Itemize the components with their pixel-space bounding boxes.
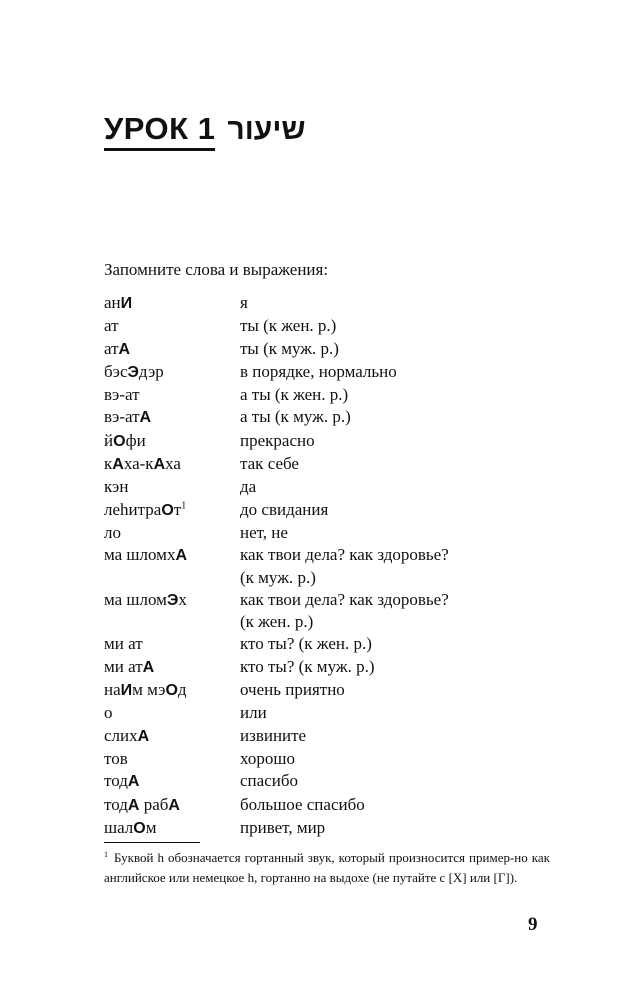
meaning-line: (к муж. р.) [240,567,316,587]
vocab-meaning [240,499,524,522]
vocab-row [104,292,524,315]
vocab-row [104,748,524,770]
vocab-term [104,589,240,634]
vocab-term [104,499,240,522]
meaning-line: как твои дела? как здоровье? [240,545,449,565]
meaning-line: как твои дела? как здоровье? [240,589,449,609]
term-part: тод [104,794,128,814]
meaning-line: прекрасно [240,430,315,450]
intro-text: Запомните слова и выражения: [104,260,329,279]
meaning-line: я [240,293,248,312]
term-part: й [104,430,114,450]
lesson-title: УРОК 1 [104,112,215,151]
vocab-term [104,476,240,498]
vocab-meaning [240,656,524,679]
term-part: тов [104,748,128,768]
vocab-row [104,406,524,429]
term-part: слих [104,725,138,745]
term-part: ми ат [104,656,143,676]
term-part: кэн [104,477,129,497]
meaning-line: большое спасибо [240,794,365,814]
term-part: ха-к [123,454,154,474]
meaning-line: нет, не [240,522,288,542]
stressed-vowel: А [153,456,166,474]
term-part: о [104,703,113,723]
term-part: ло [104,522,121,542]
stressed-vowel: О [133,819,146,837]
vocab-meaning [240,770,524,793]
footnote-ref: 1 [181,500,187,512]
vocab-term [104,702,240,724]
meaning-line: в порядке, нормально [240,361,397,381]
term-part: фи [125,430,146,450]
vocab-term [104,292,240,315]
stressed-vowel: О [113,432,126,450]
meaning-line: а ты (к жен. р.) [240,385,349,405]
stressed-vowel: А [112,456,124,474]
vocab-row [104,338,524,361]
stressed-vowel: И [120,295,133,312]
vocab-row [104,770,524,793]
stressed-vowel: А [168,796,180,814]
term-part: д [177,680,187,700]
vocab-row [104,702,524,724]
vocab-meaning [240,406,524,429]
page-number: 9 [528,914,538,935]
footnote [104,848,550,888]
vocab-meaning [240,748,524,770]
vocab-meaning [240,702,524,724]
vocab-term [104,794,240,817]
vocab-term [104,544,240,589]
term-part: вэ-ат [104,385,140,405]
term-part: к [104,454,113,474]
meaning-line: очень приятно [240,680,345,700]
term-part: ат [104,316,119,336]
vocab-term [104,384,240,406]
vocab-row [104,633,524,655]
meaning-line: кто ты? (к жен. р.) [240,634,372,654]
vocab-term [104,361,240,384]
vocab-row [104,794,524,817]
footnote-marker: 1 [104,849,108,859]
meaning-line: или [240,703,267,723]
vocab-meaning [240,476,524,498]
vocab-row [104,499,524,522]
vocab-meaning [240,338,524,361]
vocab-row [104,476,524,498]
stressed-vowel: А [175,547,188,565]
meaning-line: кто ты? (к муж. р.) [240,656,375,676]
term-part: м [145,817,157,837]
vocab-row [104,430,524,453]
vocab-meaning [240,679,524,702]
footnote-text: Буквой h обозначается гортанный звук, который произносится пример-но как английское или немецкое h, гортанно на выдохе (не путайте с [Х] или [Г]). [104,850,550,885]
term-part: тод [104,771,128,791]
vocab-term [104,453,240,476]
term-part: х [178,589,187,609]
vocab-meaning [240,315,524,337]
term-part: ма шлом [104,589,167,609]
stressed-vowel: Э [166,591,179,609]
meaning-line: так себе [240,454,299,474]
meaning-line: ты (к жен. р.) [240,316,337,336]
term-part: на [104,680,121,700]
vocabulary-list [104,292,524,840]
vocab-meaning [240,544,524,589]
vocab-meaning [240,361,524,384]
meaning-line: да [240,477,257,497]
vocab-row [104,725,524,748]
vocab-term [104,656,240,679]
meaning-line: хорошо [240,748,295,768]
term-part: ат [104,338,119,358]
stressed-vowel: А [137,727,150,745]
term-part: шал [104,817,134,837]
meaning-line: ты (к муж. р.) [240,338,339,358]
meaning-line: (к жен. р.) [240,612,314,632]
vocab-term [104,770,240,793]
vocab-term [104,633,240,655]
footnote-divider [104,842,200,843]
vocab-term [104,679,240,702]
term-part: вэ-ат [104,407,140,427]
term-part: дэр [138,361,164,381]
vocab-term [104,725,240,748]
term-part: ми ат [104,634,143,654]
term-part: т [173,499,182,519]
term-part: м мэ [132,680,166,700]
vocab-meaning [240,633,524,655]
vocab-term [104,315,240,337]
meaning-line: а ты (к муж. р.) [240,407,351,427]
stressed-vowel: Э [127,363,139,381]
lesson-title-hebrew: שיעור [227,113,306,146]
vocab-row [104,453,524,476]
vocab-row [104,522,524,544]
vocab-meaning [240,725,524,748]
vocab-meaning [240,384,524,406]
meaning-line: спасибо [240,771,298,791]
vocab-row [104,679,524,702]
vocab-term [104,338,240,361]
vocab-meaning [240,430,524,453]
meaning-line: до свидания [240,499,329,519]
vocab-row [104,384,524,406]
term-part: леhитра [104,499,162,519]
vocab-term [104,748,240,770]
vocab-term [104,430,240,453]
vocab-meaning [240,817,524,840]
vocab-term [104,522,240,544]
stressed-vowel: А [139,409,152,427]
vocab-row [104,315,524,337]
vocab-row [104,589,524,634]
vocab-meaning [240,522,524,544]
vocab-row [104,361,524,384]
stressed-vowel: А [142,658,155,676]
term-part: раб [139,794,169,814]
meaning-line: извините [240,725,307,745]
vocab-row [104,656,524,679]
vocab-meaning [240,794,524,817]
vocab-meaning [240,453,524,476]
term-part: ма шломх [104,545,176,565]
vocab-term [104,817,240,840]
term-part: бэс [104,361,128,381]
vocab-meaning [240,589,524,634]
stressed-vowel: И [120,682,133,700]
vocab-row [104,544,524,589]
stressed-vowel: А [127,796,140,814]
meaning-line: привет, мир [240,817,326,837]
stressed-vowel: А [118,340,131,358]
vocab-term [104,406,240,429]
term-part: ха [165,454,181,474]
vocab-row [104,817,524,840]
stressed-vowel: А [127,773,140,791]
lesson-heading [104,112,306,151]
term-part: ан [104,293,121,312]
stressed-vowel: О [165,682,178,700]
vocab-meaning [240,292,524,315]
stressed-vowel: О [161,501,174,519]
